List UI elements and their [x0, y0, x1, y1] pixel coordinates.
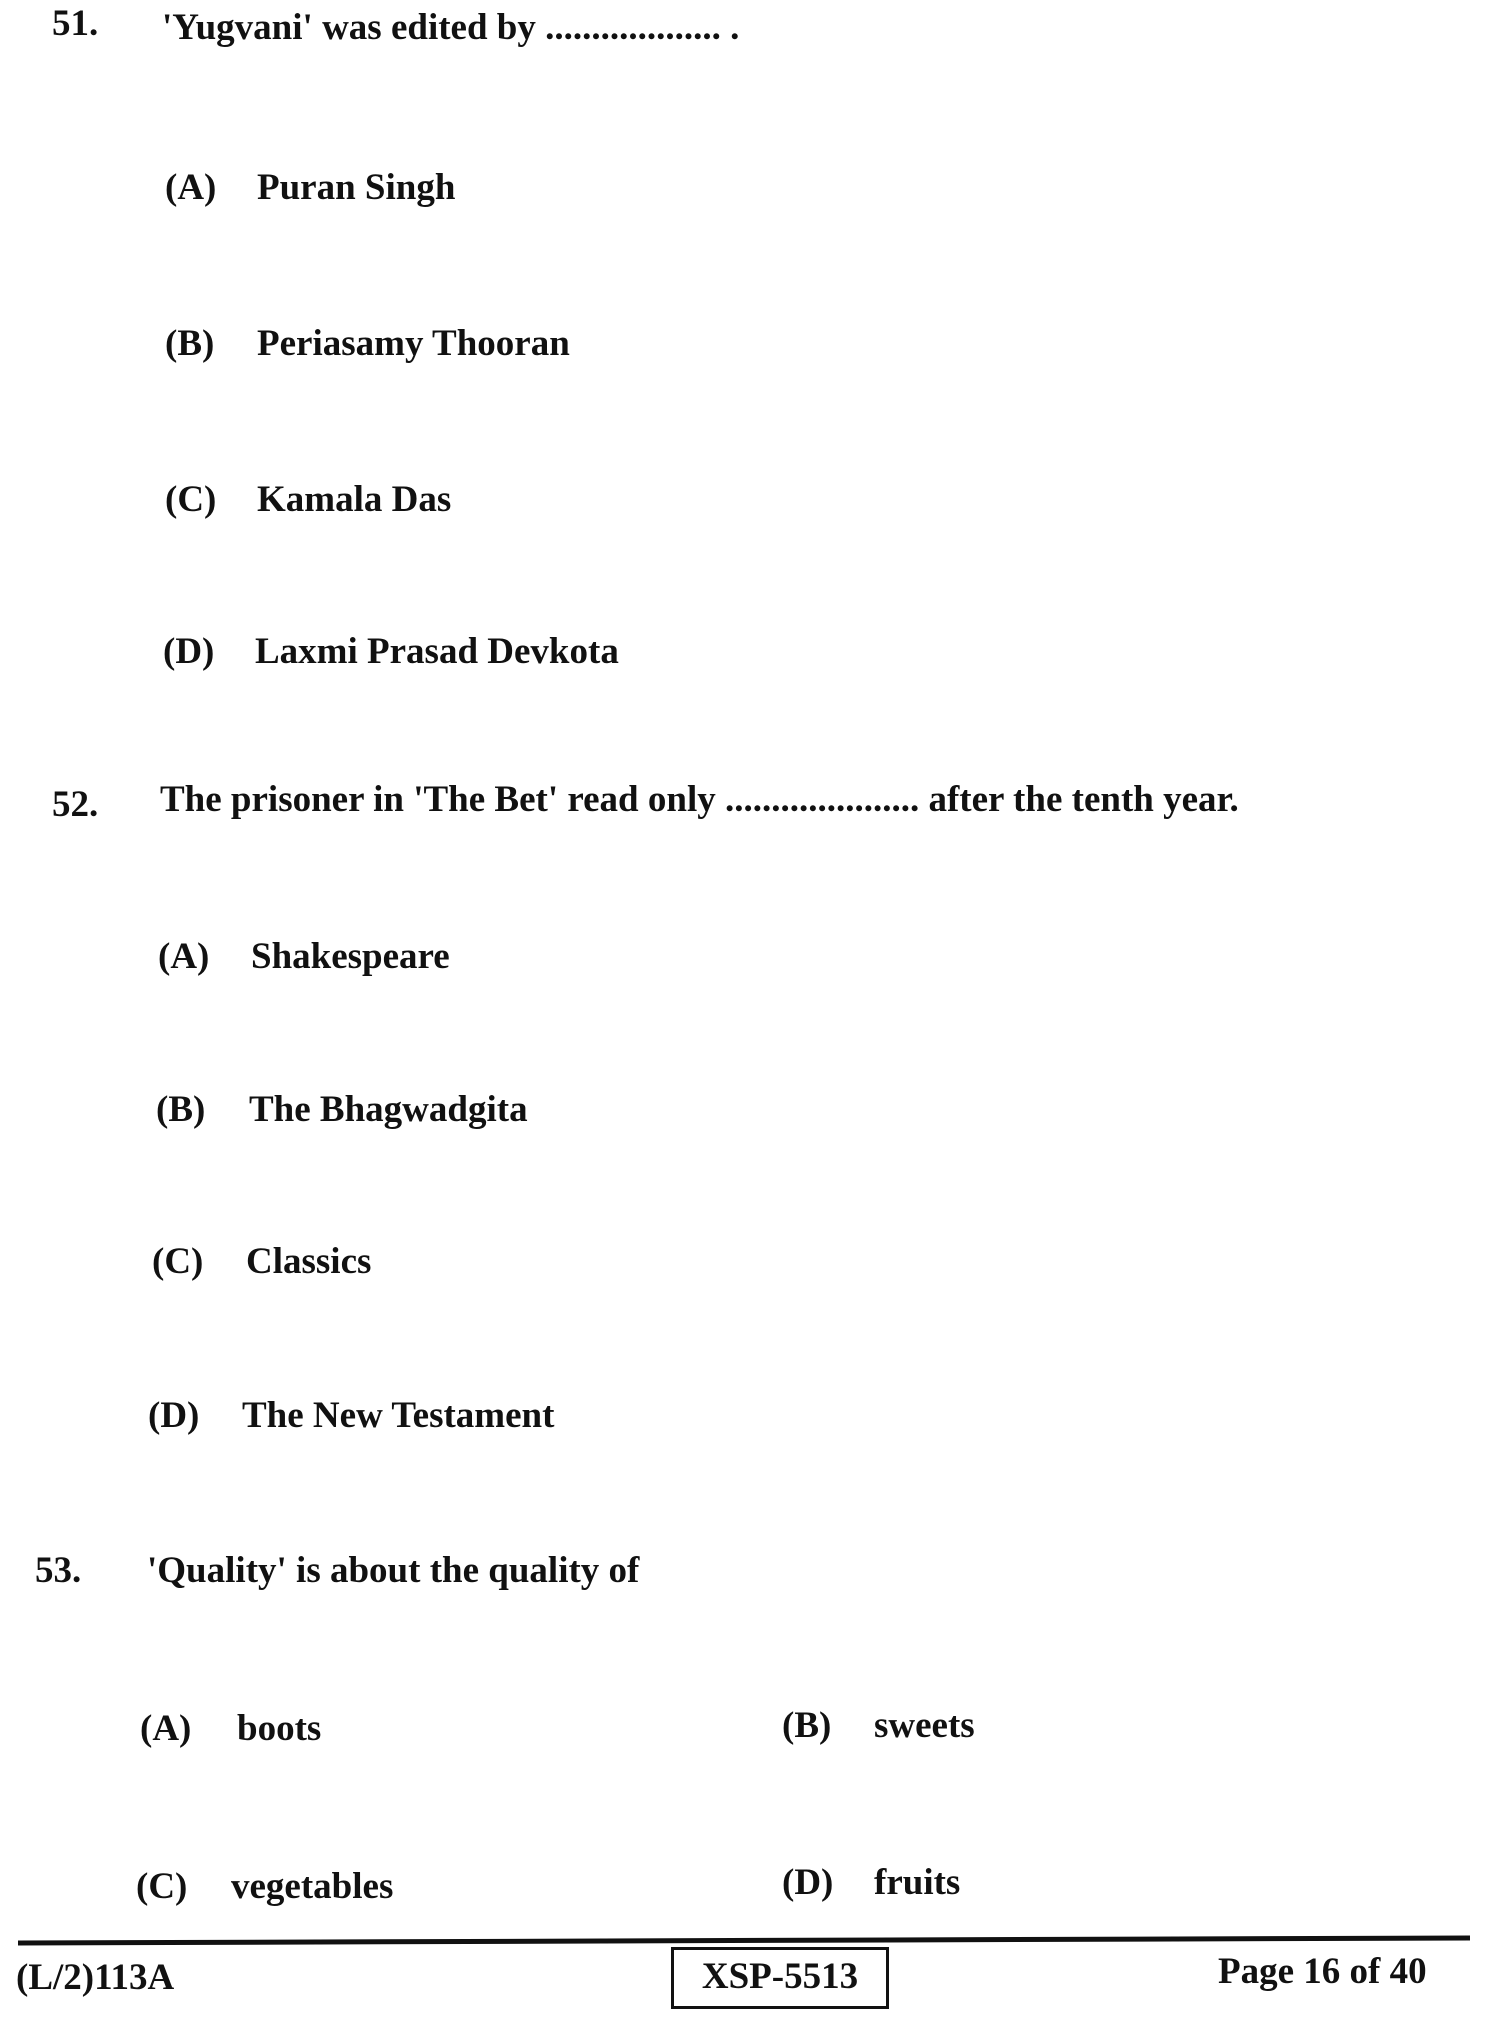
option-letter: (D): [148, 1395, 200, 1436]
option-text: Puran Singh: [257, 167, 456, 208]
option-text: fruits: [874, 1862, 961, 1903]
option-text: The Bhagwadgita: [249, 1089, 528, 1130]
question-52-text: The prisoner in 'The Bet' read only ..................... after the tenth year.: [160, 779, 1239, 820]
option-letter: (B): [156, 1089, 206, 1130]
question-52-number: 52.: [52, 784, 99, 825]
option-letter: (A): [140, 1708, 192, 1749]
option-text: Kamala Das: [257, 479, 452, 520]
option-text: Laxmi Prasad Devkota: [255, 631, 619, 672]
option-text: vegetables: [231, 1866, 394, 1907]
option-text: boots: [237, 1708, 322, 1749]
option-text: Periasamy Thooran: [257, 323, 570, 364]
option-letter: (D): [163, 631, 215, 672]
question-53-number: 53.: [35, 1550, 82, 1591]
option-text: sweets: [874, 1705, 975, 1746]
footer-paper-code: (L/2)113A: [16, 1957, 175, 1998]
option-text: Shakespeare: [251, 936, 450, 977]
option-text: The New Testament: [242, 1395, 555, 1436]
page-number: Page 16 of 40: [1218, 1951, 1427, 1992]
question-53-text: 'Quality' is about the quality of: [147, 1550, 640, 1591]
question-51-text: 'Yugvani' was edited by ................... .: [162, 7, 740, 48]
footer-rule: [18, 1935, 1470, 1945]
option-letter: (C): [152, 1241, 204, 1282]
option-letter: (B): [165, 323, 215, 364]
option-text: Classics: [246, 1241, 372, 1282]
option-letter: (A): [158, 936, 210, 977]
option-letter: (C): [165, 479, 217, 520]
option-letter: (D): [782, 1862, 834, 1903]
option-letter: (C): [136, 1866, 188, 1907]
option-letter: (B): [782, 1705, 832, 1746]
option-letter: (A): [165, 167, 217, 208]
question-51-number: 51.: [52, 3, 99, 44]
footer-series-code: XSP-5513: [671, 1947, 889, 2009]
